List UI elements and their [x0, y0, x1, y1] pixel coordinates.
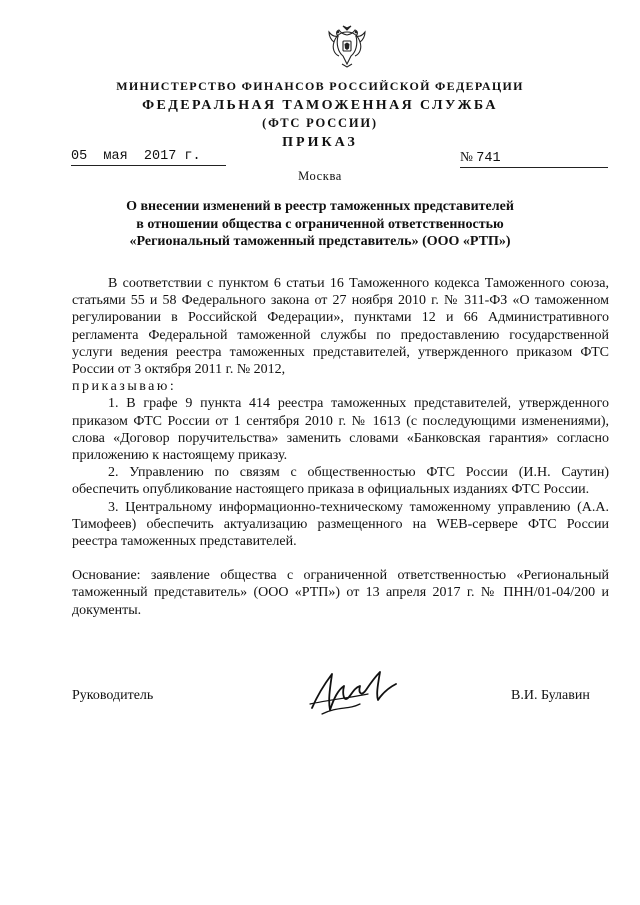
order-item-2: 2. Управлению по связям с общественностью ФТС России (И.Н. Саутин) обеспечить опубликование настоящего приказа в официальных изданиях ФТС России. [72, 465, 609, 498]
order-number [460, 149, 608, 168]
ministry-heading: МИНИСТЕРСТВО ФИНАНСОВ РОССИЙСКОЙ ФЕДЕРАЦИИ [116, 79, 524, 93]
service-heading: ФЕДЕРАЛЬНАЯ ТАМОЖЕННАЯ СЛУЖБА [142, 98, 498, 113]
title-line-2: в отношении общества с ограниченной ответственностью [136, 216, 504, 232]
preamble-paragraph: В соответствии с пунктом 6 статьи 16 Таможенного кодекса Таможенного союза, статьями 55 и 58 Федерального закона от 27 ноября 2010 г. № 311-ФЗ «О таможенном регулировании в Российской Федерации», пунктами 12 и 66 Административного регламента Федеральной таможенной службы по предоставлению государственной услуги ведения реестра таможенных представителей, утвержденного приказом ФТС России от 3 октября 2011 г. № 2012, [72, 276, 609, 378]
double-headed-eagle-icon [326, 24, 368, 68]
title-line-1: О внесении изменений в реестр таможенных представителей [126, 199, 514, 214]
document-type: ПРИКАЗ [282, 135, 358, 150]
order-date: 05 мая 2017 г. [71, 149, 226, 166]
number-value: 741 [476, 151, 501, 166]
title-line-3: «Региональный таможенный представитель» (ООО «РТП») [129, 234, 511, 249]
handwritten-signature-icon [308, 664, 400, 720]
service-abbreviation: (ФТС РОССИИ) [262, 116, 378, 130]
basis-paragraph: Основание: заявление общества с ограниченной ответственностью «Региональный таможенный представитель» (ООО «РТП») от 13 апреля 2017 г. № ПНН/01-04/200 и документы. [72, 568, 609, 618]
signatory-name: В.И. Булавин [511, 688, 590, 703]
order-word: приказываю: [72, 379, 177, 395]
document-title [100, 198, 540, 251]
order-item-1: 1. В графе 9 пункта 414 реестра таможенных представителей, утвержденного приказом ФТС России от 1 сентября 2010 г. № 1613 (с последующими изменениями), слова «Договор поручительства» заменить словами «Банковская гарантия» согласно приложению к настоящему приказу. [72, 396, 609, 464]
signatory-role: Руководитель [72, 688, 154, 703]
issue-city: Москва [298, 169, 342, 183]
document-body [72, 275, 609, 619]
order-item-3: 3. Центральному информационно-техническому таможенному управлению (А.А. Тимофеев) обеспечить актуализацию размещенного на WEB-сервере ФТС России реестра таможенных представителей. [72, 499, 609, 550]
number-prefix: № [460, 149, 473, 164]
